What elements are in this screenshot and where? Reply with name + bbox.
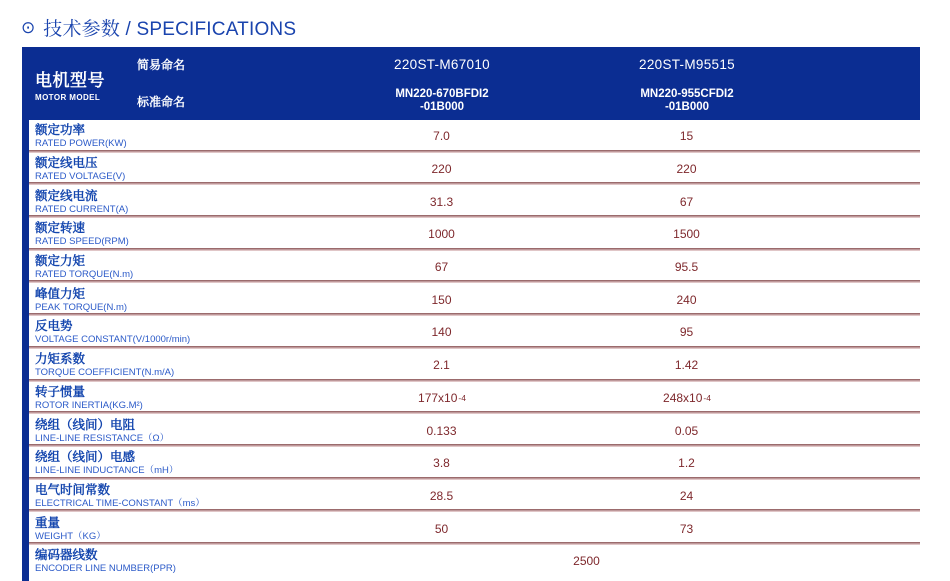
- naming-labels: [137, 47, 185, 120]
- row-label: [29, 120, 322, 153]
- model-1-simple-name: 220ST-M67010: [394, 57, 490, 72]
- table-row: [29, 185, 920, 218]
- row-label-cn: 编码器线数: [35, 548, 98, 563]
- header-motor-model-cell: [22, 47, 322, 120]
- table-left-accent-bar: [22, 47, 29, 581]
- spec-table-body: [29, 120, 920, 578]
- row-value-model-2: 95.5: [674, 260, 699, 275]
- table-row: [29, 480, 920, 513]
- row-label-en: PEAK TORQUE(N.m): [35, 301, 128, 313]
- row-label: [29, 251, 322, 284]
- model-1-standard-line2: -01B000: [419, 101, 465, 113]
- row-value-model-1: 67: [434, 260, 449, 275]
- row-label-en: TORQUE COEFFICIENT(N.m/A): [35, 367, 175, 379]
- row-value-model-1: 177x10 -4: [418, 390, 466, 405]
- simple-name-label: 简易命名: [137, 58, 186, 72]
- model-1-standard-line1: MN220-670BFDI2: [395, 88, 489, 100]
- row-label-en: RATED SPEED(RPM): [35, 236, 129, 248]
- table-row: [29, 120, 920, 153]
- row-label: [29, 185, 322, 218]
- table-row: [29, 316, 920, 349]
- table-row: [29, 512, 920, 545]
- row-label-cn: 额定线电流: [35, 188, 98, 203]
- specifications-table: [22, 47, 920, 581]
- table-row: [29, 447, 920, 480]
- table-row: [29, 153, 920, 186]
- model-2-standard-line2: -01B000: [664, 101, 710, 113]
- table-row: [29, 218, 920, 251]
- row-label-cn: 反电势: [35, 319, 73, 334]
- row-label: [29, 153, 322, 186]
- circled-dot-icon: ⊙: [21, 17, 36, 37]
- row-value-model-2: 24: [679, 488, 694, 503]
- table-row: [29, 545, 920, 578]
- row-value-model-1: 150: [431, 292, 452, 307]
- row-label: [29, 349, 322, 382]
- table-row: [29, 382, 920, 415]
- header-model-col-1: [322, 47, 562, 120]
- motor-model-label-cn: 电机型号: [35, 70, 105, 90]
- row-value-model-2: 67: [679, 194, 694, 209]
- row-value-model-1: 2500: [573, 554, 600, 569]
- table-row: [29, 283, 920, 316]
- row-value-model-1: 7.0: [433, 129, 450, 144]
- row-label-cn: 电气时间常数: [35, 482, 111, 497]
- motor-model-block: [35, 47, 123, 120]
- model-1-standard-name: [322, 82, 562, 120]
- row-value-model-1: 220: [431, 162, 452, 177]
- row-label: [29, 218, 322, 251]
- table-row: [29, 414, 920, 447]
- row-label-cn: 额定力矩: [35, 254, 86, 269]
- row-label-cn: 峰值力矩: [35, 286, 86, 301]
- row-label-cn: 力矩系数: [35, 352, 86, 367]
- row-label: [29, 480, 322, 513]
- row-label: [29, 512, 322, 545]
- row-value-model-1: 28.5: [429, 488, 454, 503]
- row-value-model-1: 3.8: [433, 456, 450, 471]
- row-value-model-1: 140: [431, 325, 452, 340]
- row-label-cn: 绕组（线间）电感: [35, 450, 136, 465]
- row-label-en: LINE-LINE RESISTANCE（Ω）: [35, 432, 170, 444]
- row-value-model-1: 2.1: [433, 358, 450, 373]
- row-value-model-1: 50: [434, 521, 449, 536]
- standard-name-label: 标准命名: [137, 94, 186, 109]
- row-label-en: ROTOR INERTIA(KG.M²): [35, 399, 143, 411]
- page-title: [21, 12, 296, 42]
- row-value-model-2: 1500: [673, 227, 700, 242]
- row-label-cn: 重量: [35, 515, 61, 530]
- row-value-model-2: 15: [679, 129, 694, 144]
- header-model-col-2: [562, 47, 812, 120]
- table-row: [29, 349, 920, 382]
- row-label: [29, 382, 322, 415]
- row-value-model-1: 1000: [428, 227, 455, 242]
- row-label-cn: 额定功率: [35, 123, 86, 138]
- row-label-en: ENCODER LINE NUMBER(PPR): [35, 563, 176, 575]
- row-value-model-2: 240: [676, 292, 697, 307]
- row-label-en: LINE-LINE INDUCTANCE（mH）: [35, 465, 179, 477]
- row-label-en: RATED VOLTAGE(V): [35, 171, 126, 183]
- row-label-en: VOLTAGE CONSTANT(V/1000r/min): [35, 334, 191, 346]
- row-label-en: RATED CURRENT(A): [35, 203, 129, 215]
- row-value-model-2: 248x10 -4: [663, 390, 711, 405]
- table-header: [22, 47, 920, 120]
- row-value-model-1: 31.3: [429, 194, 454, 209]
- row-label-en: ELECTRICAL TIME-CONSTANT（ms）: [35, 497, 205, 509]
- row-label: [29, 316, 322, 349]
- row-label-cn: 额定转速: [35, 221, 86, 236]
- row-label: [29, 414, 322, 447]
- model-2-standard-line1: MN220-955CFDI2: [640, 88, 734, 100]
- row-label: [29, 447, 322, 480]
- row-value-model-2: 220: [676, 162, 697, 177]
- row-label-en: WEIGHT（KG）: [35, 530, 106, 542]
- row-label: [29, 545, 322, 578]
- row-value-model-2: 1.2: [678, 456, 695, 471]
- row-label-cn: 转子惯量: [35, 384, 86, 399]
- row-value-model-1: 0.133: [426, 423, 457, 438]
- row-label-en: RATED TORQUE(N.m): [35, 269, 134, 281]
- row-value-model-2: 73: [679, 521, 694, 536]
- motor-model-label-en: MOTOR MODEL: [35, 92, 101, 102]
- row-label-en: RATED POWER(KW): [35, 138, 127, 150]
- row-label-cn: 绕组（线间）电阻: [35, 417, 136, 432]
- row-label-cn: 额定线电压: [35, 156, 98, 171]
- row-value-model-2: 0.05: [674, 423, 699, 438]
- table-row: [29, 251, 920, 284]
- row-value-model-2: 95: [679, 325, 694, 340]
- model-2-standard-name: [562, 82, 812, 120]
- page-title-text: 技术参数 / SPECIFICATIONS: [43, 18, 297, 40]
- row-value-model-2: 1.42: [674, 358, 699, 373]
- row-label: [29, 283, 322, 316]
- model-2-simple-name: 220ST-M95515: [639, 57, 735, 72]
